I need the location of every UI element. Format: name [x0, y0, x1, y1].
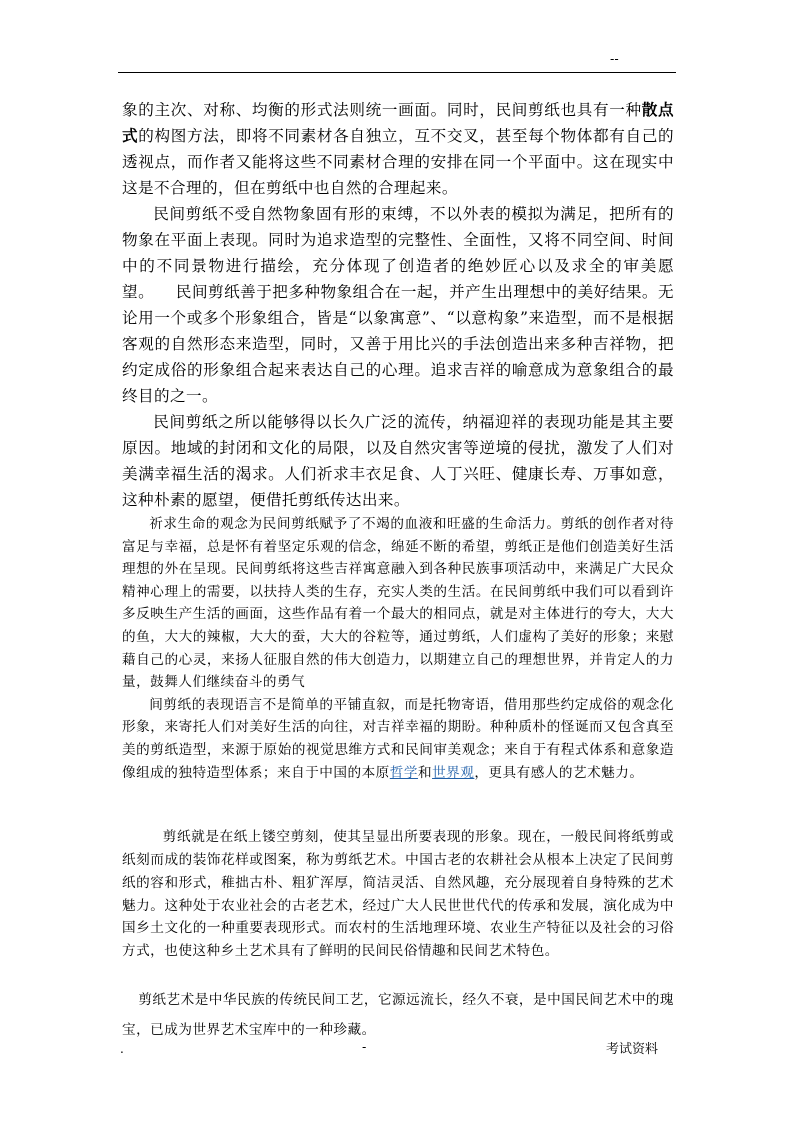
paragraph-7: 剪纸就是在纸上镂空剪刻，使其呈显出所要表现的形象。现在，一般民间将纸剪或纸刻而成的装饰花样或图案，称为剪纸艺术。中国古老的农耕社会从根本上决定了民间剪纸的容和形式，稚拙古朴、粗犷浑厚，简洁灵活、自然风趣，充分展现着自身特殊的艺术魅力。这种处于农业社会的古老艺术，经过广大人民世世代代的传承和发展，演化成为中国乡土文化的一种重要表现形式。而农村的生活地理环境、农业生产特征以及社会的习俗方式，也使这种乡土艺术具有了鲜明的民间民俗情趣和民间艺术特色。 — [122, 829, 674, 960]
paragraph-3-text: 民间剪纸善于把多种物象组合在一起，并产生出理想中的美好结果。无论用一个或多个形象组合，皆是“以象寓意”、“以意构象”来造型，而不是根据客观的自然形态来造型，同时，又善于用比兴的手法创造出来多种吉祥物，把约定成俗的形象组合起来表达自己的心理。追求吉祥的喻意成为意象组合的最终目的之一。 — [122, 283, 674, 405]
paragraph-1-text-a: 象的主次、对称、均衡的形式法则统一画面。同时，民间剪纸也具有一种 — [122, 101, 642, 119]
paragraph-2-text: 民间剪纸不受自然物象固有形的束缚，不以外表的模拟为满足，把所有的物象在平面上表现。同时为追求造型的完整性、全面性，又将不同空间、时间中的不同景物进行描绘，充分体现了创造者的绝妙匠心以及求全的审美愿望。 — [122, 205, 674, 301]
paragraph-6-text-a: 间剪纸的表现语言不是简单的平铺直叙，而是托物寄语，借用那些约定成俗的观念化形象，来寄托人们对美好生活的向往，对吉祥幸福的期盼。种种质朴的怪诞而又包含真至美的剪纸造型，来源于原始的视觉思维方式和民间审美观念；来自于有程式体系和意象造像组成的独特造型体系；来自于中国的本原 — [122, 696, 674, 781]
header-mark: -- — [610, 52, 619, 66]
footer-label: 考试资料 — [606, 1042, 659, 1057]
header-rule — [118, 72, 676, 73]
footer-dot: . — [120, 1042, 124, 1056]
paragraph-6-mid: 和 — [417, 764, 433, 781]
paragraph-5: 祈求生命的观念为民间剪纸赋予了不竭的血液和旺盛的生命活力。剪纸的创作者对待富足与幸福，总是怀有着坚定乐观的信念，绵延不断的希望，剪纸正是他们创造美好生活理想的外在呈现。民间剪纸将这些吉祥寓意融入到各种民族事项活动中，来满足广大民众精神心理上的需要，以扶持人类的生存，充实人类的生活。在民间剪纸中我们可以看到许多反映生产生活的画面，这些作品有着一个最大的相同点，就是对主体进行的夸大，大大的鱼，大大的辣椒，大大的蚕，大大的谷粒等，通过剪纸，人们虚构了美好的形象；来慰藉自己的心灵，来扬人征服自然的伟大创造力，以期建立自己的理想世界，并肯定人的力量，鼓舞人们继续奋斗的勇气 — [122, 516, 674, 691]
paragraph-2 — [122, 201, 674, 409]
link-philosophy[interactable]: 哲学 — [389, 764, 418, 781]
paragraph-6-text-b: ，更具有感人的艺术魅力。 — [474, 764, 644, 781]
paragraph-1 — [122, 97, 674, 201]
link-worldview[interactable]: 世界观 — [432, 764, 475, 781]
paragraph-4: 民间剪纸之所以能够得以长久广泛的流传，纳福迎祥的表现功能是其主要原因。地域的封闭和文化的局限，以及自然灾害等逆境的侵扰，激发了人们对美满幸福生活的渴求。人们祈求丰衣足食、人丁兴旺、健康长寿、万事如意，这种朴素的愿望，便借托剪纸传达出来。 — [122, 413, 674, 509]
paragraph-1-text-b: 的构图方法，即将不同素材各自独立，互不交叉，甚至每个物体都有自己的透视点，而作者又能将这些不同素材合理的安排在同一个平面中。这在现实中这是不合理的，但在剪纸中也自然的合理起来。 — [122, 127, 674, 197]
paragraph-8: 剪纸艺术是中华民族的传统民间工艺，它源远流长，经久不衰，是中国民间艺术中的瑰宝，已成为世界艺术宝库中的一种珍藏。 — [122, 991, 674, 1038]
document-body — [122, 97, 674, 1045]
section-papercut-intro — [122, 826, 674, 1045]
paragraph-6 — [122, 694, 674, 784]
paragraph-1-bold-term: 散点式 — [122, 100, 674, 145]
footer-dash: - — [362, 1040, 367, 1054]
